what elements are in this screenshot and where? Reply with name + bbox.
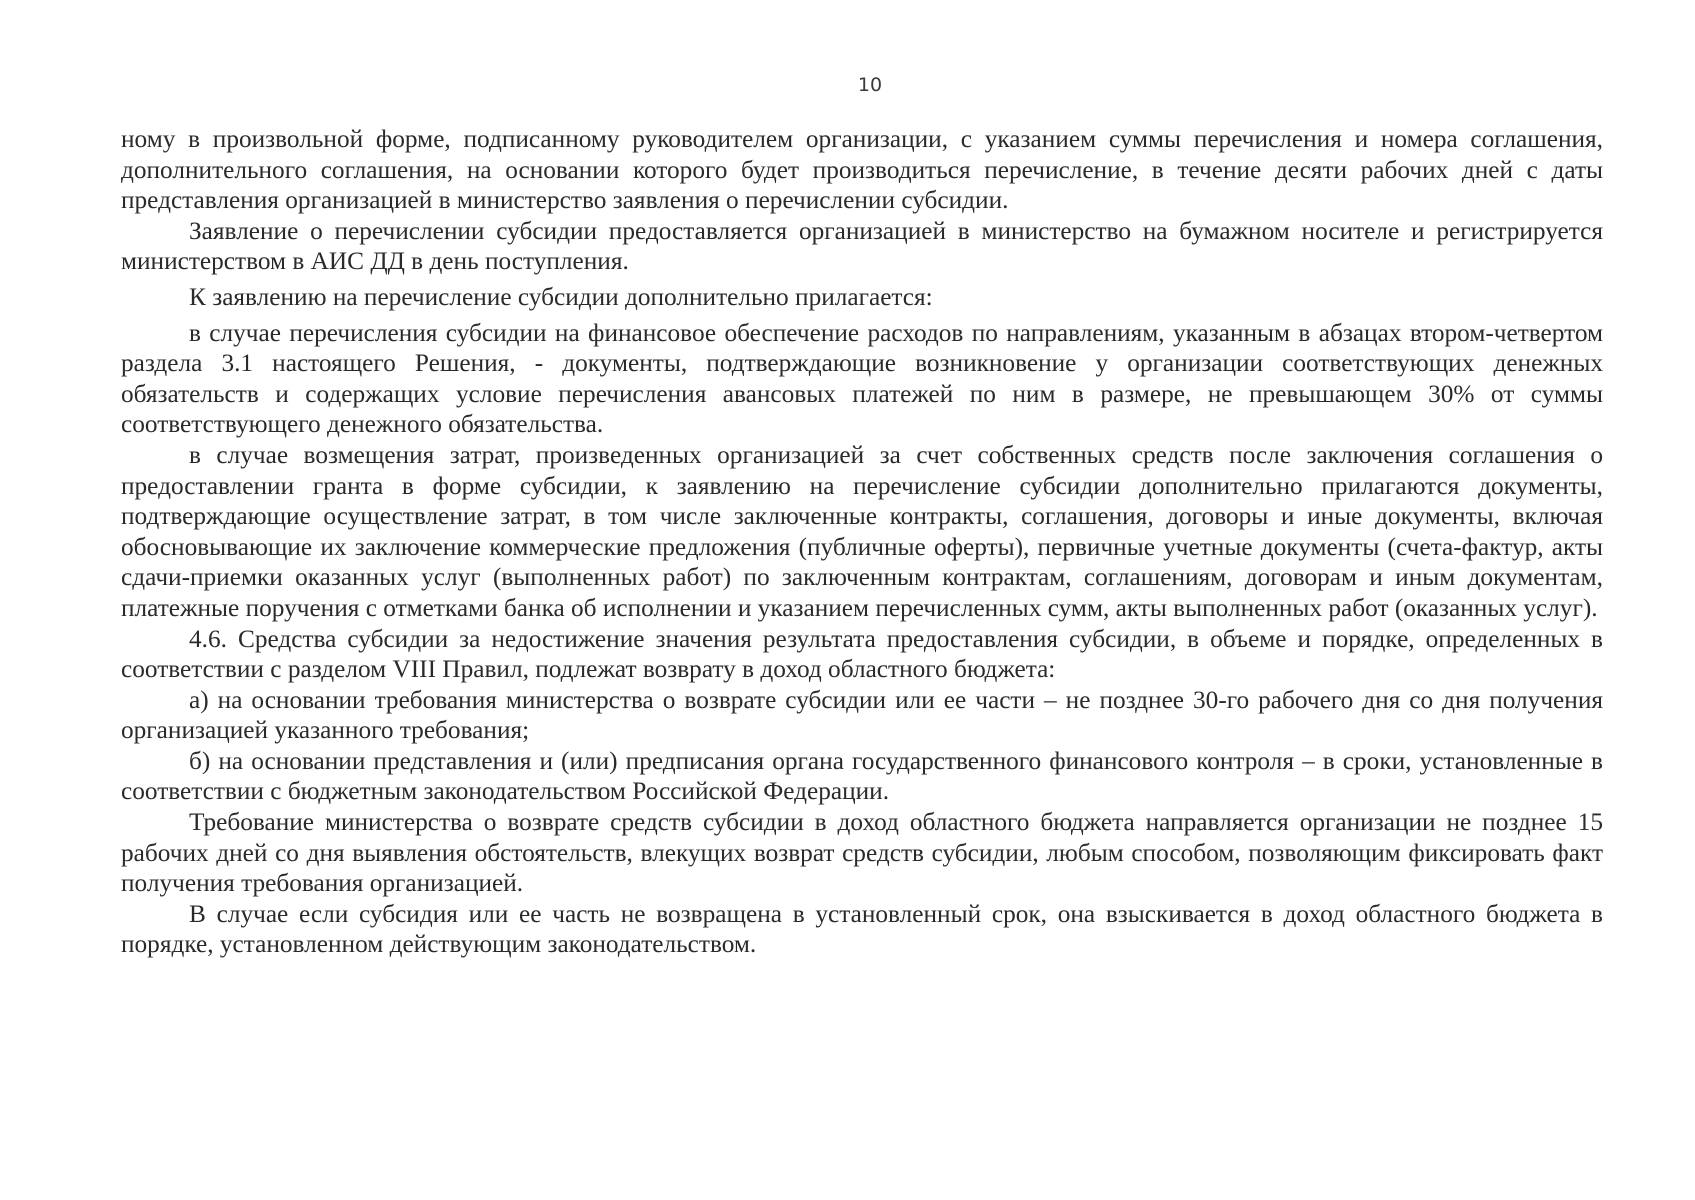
document-body [121, 124, 1603, 960]
paragraph-recovery: В случае если субсидия или ее часть не возвращена в установленный срок, она взыскивается в доход областного бюджета в порядке, установленном действующим законодательством. [121, 899, 1603, 959]
paragraph-financing-case: в случае перечисления субсидии на финансовое обеспечение расходов по направлениям, указанным в абзацах втором-четвертом раздела 3.1 настоящего Решения, - документы, подтверждающие возникновение у организации соответствующих денежных обязательств и содержащих условие перечисления авансовых платежей по ним в размере, не превышающем 30% от суммы соответствующего денежного обязательства. [121, 318, 1603, 439]
paragraph-attachments-intro: К заявлению на перечисление субсидии дополнительно прилагается: [189, 282, 933, 311]
page-number: 10 [857, 74, 883, 96]
paragraph-continuation: ному в произвольной форме, подписанному руководителем организации, с указанием суммы перечисления и номера соглашения, дополнительного соглашения, на основании которого будет производиться перечисление, в течение десяти рабочих дней с даты представления организацией в министерство заявления о перечислении субсидии. [121, 125, 1603, 215]
paragraph-reimbursement-case: в случае возмещения затрат, произведенных организацией за счет собственных средств после заключения соглашения о предоставлении гранта в форме субсидии, к заявлению на перечисление субсидии дополнительно прилагаются документы, подтверждающие осуществление затрат, в том числе заключенные контракты, соглашения, договоры и иные документы, включая обосновывающие их заключение коммерческие предложения (публичные оферты), первичные учетные документы (счета-фактур, акты сдачи-приемки оказанных услуг (выполненных работ) по заключенным контрактам, соглашениям, договорам и иным документам, платежные поручения с отметками банка об исполнении и указанием перечисленных сумм, акты выполненных работ (оказанных услуг). [121, 440, 1603, 622]
paragraph-section-4-6: 4.6. Средства субсидии за недостижение значения результата предоставления субсидии, в объеме и порядке, определенных в соответствии с разделом VIII Правил, подлежат возврату в доход областного бюджета: [121, 624, 1603, 684]
paragraph-return-requirement: Требование министерства о возврате средств субсидии в доход областного бюджета направляется организации не позднее 15 рабочих дней со дня выявления обстоятельств, влекущих возврат средств субсидии, любым способом, позволяющим фиксировать факт получения требования организацией. [121, 808, 1603, 898]
paragraph-application-registration: Заявление о перечислении субсидии предоставляется организацией в министерство на бумажном носителе и регистрируется министерством в АИС ДД в день поступления. [121, 216, 1603, 276]
paragraph-item-a: а) на основании требования министерства о возврате субсидии или ее части – не позднее 30-го рабочего дня со дня получения организацией указанного требования; [121, 685, 1603, 745]
paragraph-item-b: б) на основании представления и (или) предписания органа государственного финансового контроля – в сроки, установленные в соответствии с бюджетным законодательством Российской Федерации. [121, 746, 1603, 806]
